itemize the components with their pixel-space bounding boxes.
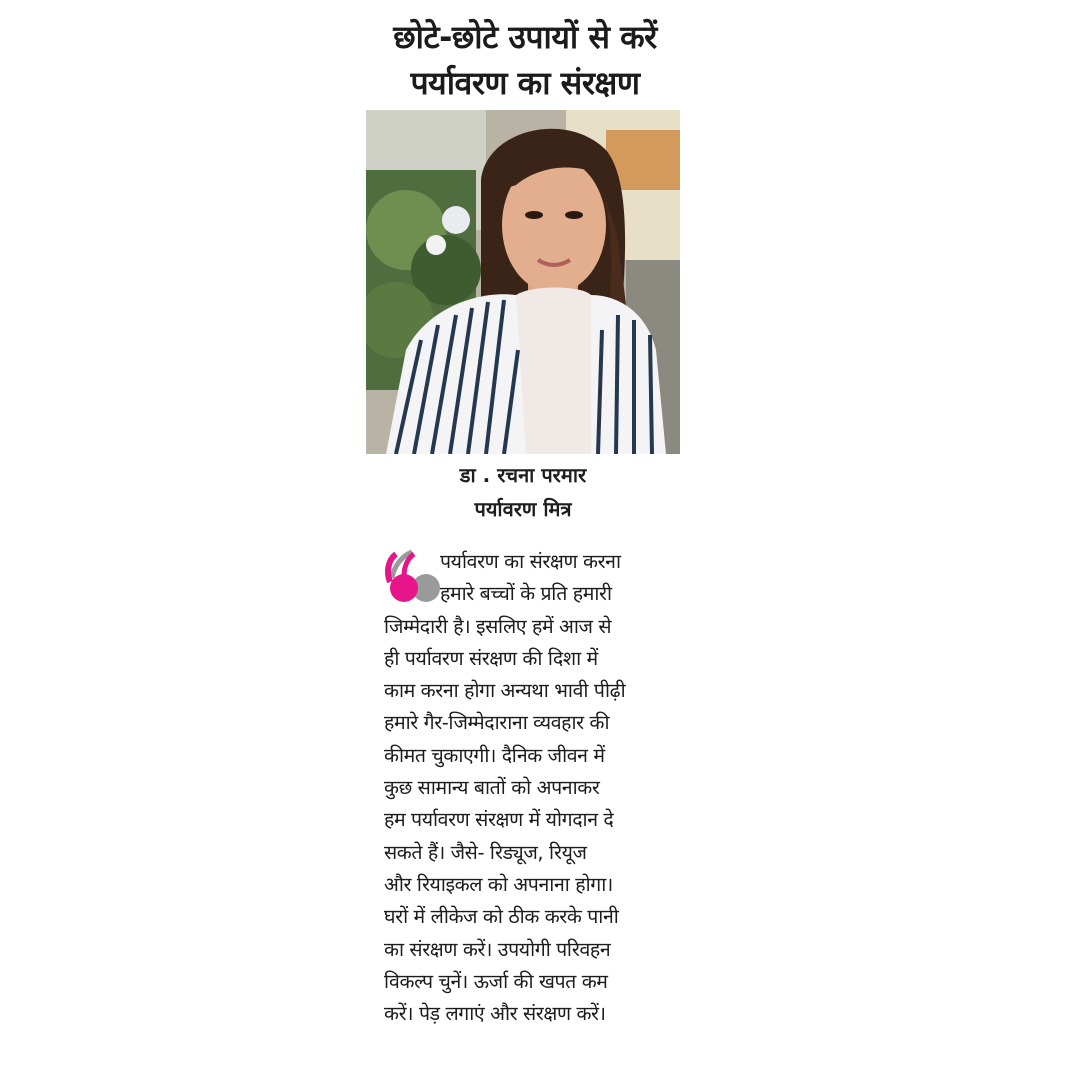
author-role: पर्यावरण मित्र <box>474 497 572 521</box>
quote-line: हमारे गैर-जिम्मेदाराना व्यवहार की <box>384 711 610 735</box>
author-name: डा . रचना परमार <box>459 463 587 487</box>
quote-line: विकल्प चुनें। ऊर्जा की खपत कम <box>384 969 608 993</box>
quote-body <box>384 546 694 1030</box>
quote-line: पर्यावरण का संरक्षण करना <box>440 550 621 573</box>
quote-line: कुछ सामान्य बातों को अपनाकर <box>384 776 600 800</box>
quote-line: करें। पेड़ लगाएं और संरक्षण करें। <box>384 1002 606 1026</box>
quote-line: काम करना होगा अन्यथा भावी पीढ़ी <box>384 679 626 703</box>
quote-line: कीमत चुकाएगी। दैनिक जीवन में <box>384 743 605 767</box>
quote-line: और रियाइकल को अपनाना होगा। <box>384 872 613 896</box>
headline-line-2: पर्यावरण का संरक्षण <box>410 64 640 102</box>
author-photo <box>366 110 680 454</box>
quote-line: सकते हैं। जैसे- रिड्यूज, रियूज <box>384 840 587 864</box>
quote-line: घरों में लीकेज को ठीक करके पानी <box>384 905 619 929</box>
quote-line: का संरक्षण करें। उपयोगी परिवहन <box>384 937 611 961</box>
author-byline <box>380 458 666 526</box>
article-headline <box>360 14 690 106</box>
quote-line: जिम्मेदारी है। इसलिए हमें आज से <box>384 614 612 638</box>
quote-line: हमारे बच्चों के प्रति हमारी <box>440 582 612 606</box>
quote-line: ही पर्यावरण संरक्षण की दिशा में <box>384 646 598 670</box>
quote-line: हम पर्यावरण संरक्षण में योगदान दे <box>384 808 614 832</box>
headline-line-1: छोटे-छोटे उपायों से करें <box>393 18 657 56</box>
